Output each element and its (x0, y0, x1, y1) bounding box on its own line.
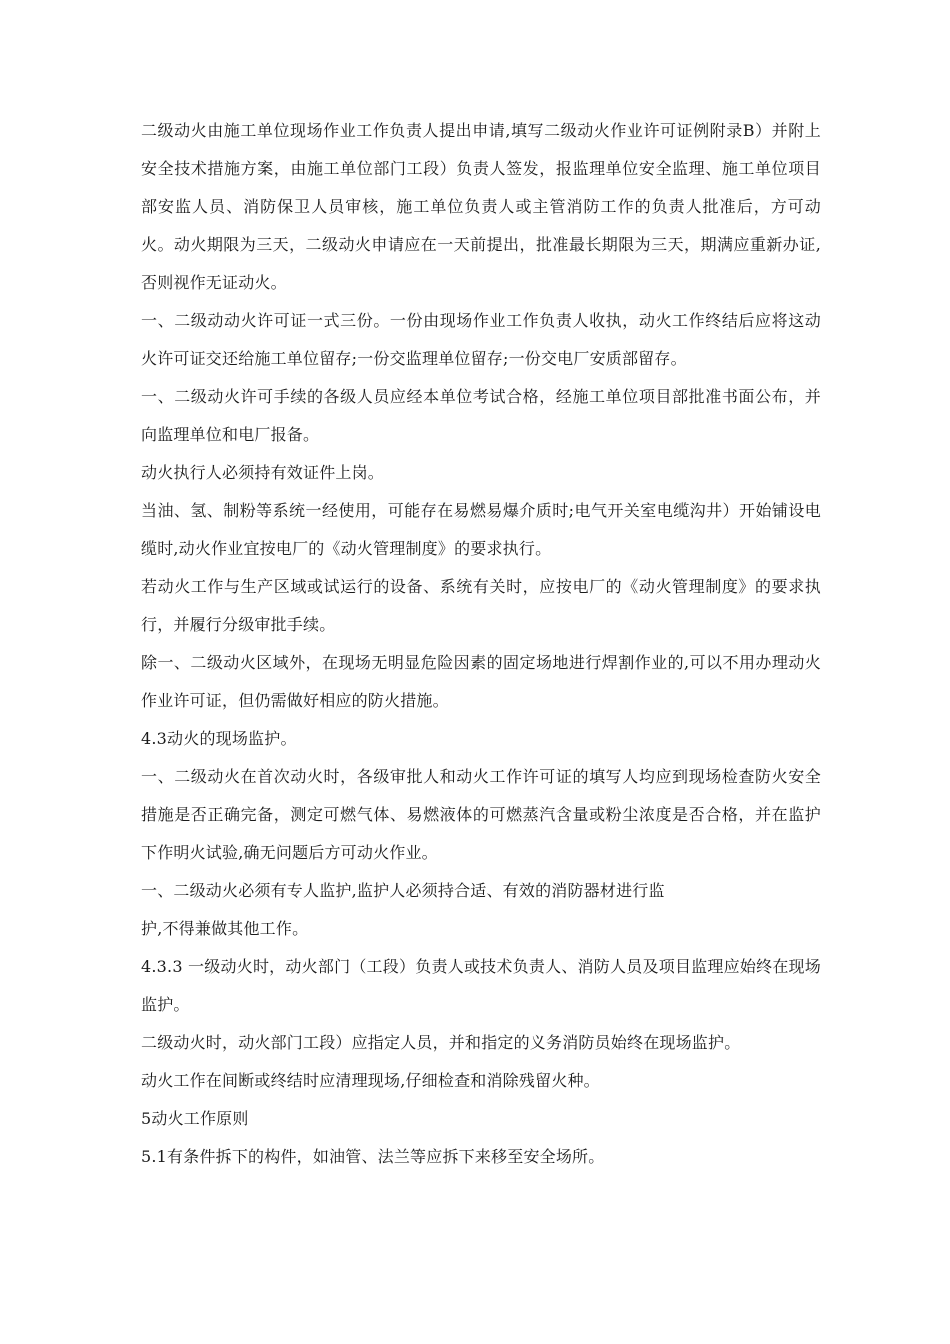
paragraph-production-area: 若动火工作与生产区域或试运行的设备、系统有关时，应按电厂的《动火管理制度》的要求执行，并履行分级审批手续。 (141, 577, 821, 634)
paragraph-site-cleanup: 动火工作在间断或终结时应清理现场,仔细检查和消除残留火种。 (141, 1071, 600, 1090)
paragraph-level2-supervision: 二级动火时，动火部门工段）应指定人员，并和指定的义务消防员始终在现场监护。 (141, 1033, 741, 1052)
paragraph-system-in-use: 当油、氢、制粉等系统一经使用，可能存在易燃易爆介质时;电气开关室电缆沟井）开始铺设电缆时,动火作业宜按电厂的《动火管理制度》的要求执行。 (141, 501, 821, 558)
paragraph-4-3-3: 4.3.3 一级动火时，动火部门（工段）负责人或技术负责人、消防人员及项目监理应始终在现场监护。 (141, 957, 821, 1014)
paragraph-dedicated-supervisor: 一、二级动火必须有专人监护,监护人必须持合适、有效的消防器材进行监 (141, 881, 665, 900)
paragraph-fixed-site: 除一、二级动火区域外，在现场无明显危险因素的固定场地进行焊割作业的,可以不用办理动火作业许可证，但仍需做好相应的防火措施。 (141, 653, 821, 710)
document-body (141, 112, 821, 1176)
paragraph-5-1: 5.1有条件拆下的构件，如油管、法兰等应拆下来移至安全场所。 (141, 1147, 605, 1166)
paragraph-first-hot-work: 一、二级动火在首次动火时，各级审批人和动火工作许可证的填写人均应到现场检查防火安全措施是否正确完备，测定可燃气体、易燃液体的可燃蒸汽含量或粉尘浓度是否合格，并在监护下作明火试验,确无问题后方可动火作业。 (141, 767, 821, 862)
section-heading-4-3: 4.3动火的现场监护。 (141, 729, 297, 748)
paragraph-valid-certificate: 动火执行人必须持有效证件上岗。 (141, 463, 385, 482)
paragraph-supervisor-continued: 护,不得兼做其他工作。 (141, 919, 309, 938)
paragraph-permit-personnel: 一、二级动火许可手续的各级人员应经本单位考试合格，经施工单位项目部批准书面公布，并向监理单位和电厂报备。 (141, 387, 821, 444)
paragraph-level2-application: 二级动火由施工单位现场作业工作负责人提出申请,填写二级动火作业许可证例附录B）并附上安全技术措施方案，由施工单位部门工段）负责人签发，报监理单位安全监理、施工单位项目部安监人员、消防保卫人员审核，施工单位负责人或主管消防工作的负责人批准后，方可动火。动火期限为三天，二级动火申请应在一天前提出，批准最长期限为三天，期满应重新办证,否则视作无证动火。 (141, 121, 821, 292)
paragraph-permit-copies: 一、二级动动火许可证一式三份。一份由现场作业工作负责人收执，动火工作终结后应将这动火许可证交还给施工单位留存;一份交监理单位留存;一份交电厂安质部留存。 (141, 311, 821, 368)
section-heading-5: 5动火工作原则 (141, 1109, 249, 1128)
